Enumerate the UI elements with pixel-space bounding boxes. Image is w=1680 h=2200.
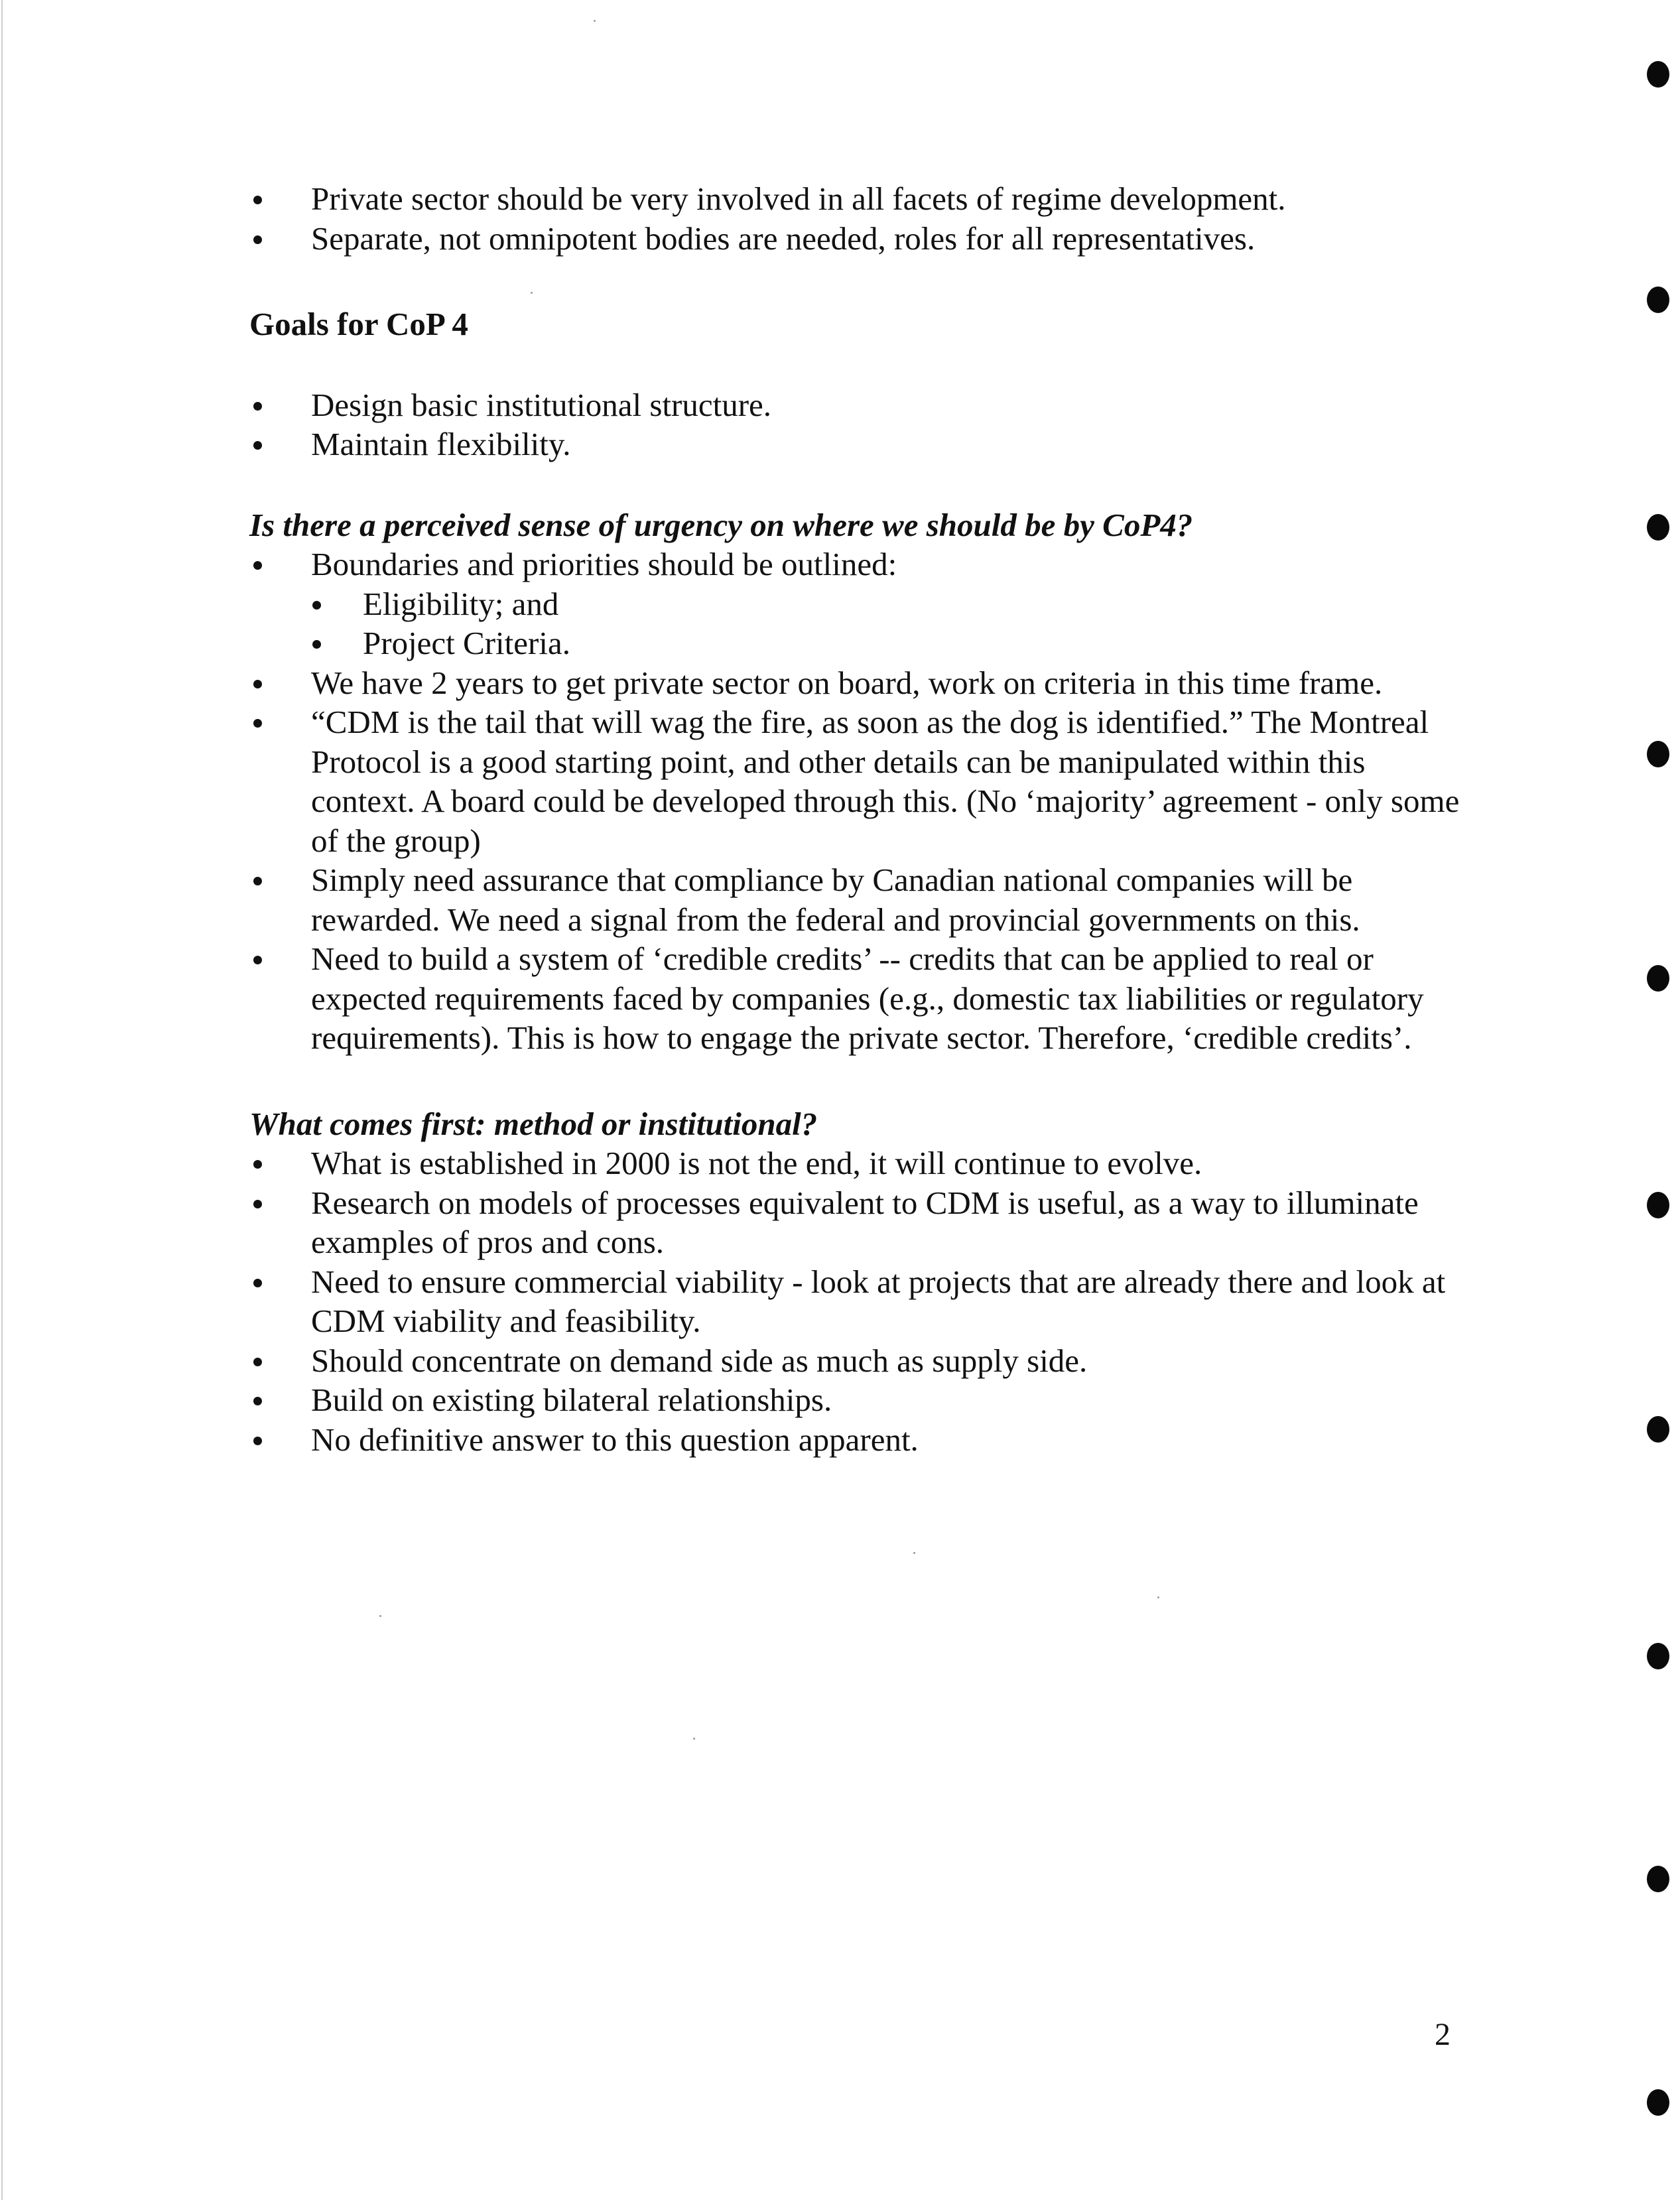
bullet-item: Need to build a system of ‘credible credits’ -- credits that can be applied to real or expected requirements faced by companies (e.g., domestic tax liabilities or regulatory requirements). This is how to engage the private sector. Therefore, ‘credible credits’. — [249, 939, 1470, 1058]
section-heading-urgency: Is there a perceived sense of urgency on where we should be by CoP4? — [249, 506, 1193, 543]
section-heading-method: What comes first: method or institutional? — [249, 1105, 818, 1142]
goals-bullet-list — [249, 385, 1470, 464]
bullet-item: What is established in 2000 is not the end, it will continue to evolve. — [249, 1143, 1470, 1183]
punch-hole — [1647, 61, 1669, 88]
bullet-item — [249, 545, 1470, 663]
scan-speck — [913, 1552, 915, 1554]
punch-hole — [1647, 287, 1669, 313]
bullet-item: We have 2 years to get private sector on board, work on criteria in this time frame. — [249, 663, 1470, 703]
punch-hole — [1647, 1416, 1669, 1443]
punch-hole — [1647, 1643, 1669, 1669]
sub-bullet-list — [311, 584, 1470, 663]
bullet-item: Research on models of processes equivalent to CDM is useful, as a way to illuminate examples of pros and cons. — [249, 1183, 1470, 1262]
bullet-item: Separate, not omnipotent bodies are needed, roles for all representatives. — [249, 219, 1470, 259]
punch-hole — [1647, 1192, 1669, 1218]
method-bullet-list — [249, 1143, 1470, 1459]
scan-speck — [379, 1615, 381, 1617]
urgency-bullet-list — [249, 545, 1470, 1058]
bullet-item: Private sector should be very involved in all facets of regime development. — [249, 179, 1470, 219]
bullet-item: Should concentrate on demand side as much as supply side. — [249, 1341, 1470, 1381]
punch-hole — [1647, 514, 1669, 541]
document-body — [249, 179, 1470, 1459]
sub-bullet-item: Eligibility; and — [311, 584, 1470, 624]
bullet-item: “CDM is the tail that will wag the fire, as soon as the dog is identified.” The Montreal Protocol is a good starting point, and other details can be manipulated within this context. A board could be developed through this. (No ‘majority’ agreement - only some of the group) — [249, 702, 1470, 860]
punch-hole — [1647, 965, 1669, 992]
scan-speck — [1157, 1596, 1159, 1598]
bullet-item: Design basic institutional structure. — [249, 385, 1470, 425]
punch-hole — [1647, 741, 1669, 767]
punch-hole — [1647, 1866, 1669, 1892]
scan-speck — [594, 20, 596, 22]
bullet-item: No definitive answer to this question apparent. — [249, 1420, 1470, 1460]
page-number: 2 — [1435, 2017, 1451, 2052]
bullet-item: Build on existing bilateral relationships. — [249, 1380, 1470, 1420]
bullet-item: Simply need assurance that compliance by Canadian national companies will be rewarded. We need a signal from the federal and provincial governments on this. — [249, 860, 1470, 939]
sub-bullet-item: Project Criteria. — [311, 623, 1470, 663]
section-heading-goals: Goals for CoP 4 — [249, 306, 468, 342]
bullet-text: Boundaries and priorities should be outlined: — [311, 546, 897, 582]
page-edge — [1, 0, 3, 2200]
intro-bullet-list — [249, 179, 1470, 258]
scan-speck — [693, 1738, 695, 1740]
bullet-item: Maintain flexibility. — [249, 424, 1470, 464]
bullet-item: Need to ensure commercial viability - look at projects that are already there and look at CDM viability and feasibility. — [249, 1262, 1470, 1341]
punch-hole — [1647, 2089, 1669, 2116]
